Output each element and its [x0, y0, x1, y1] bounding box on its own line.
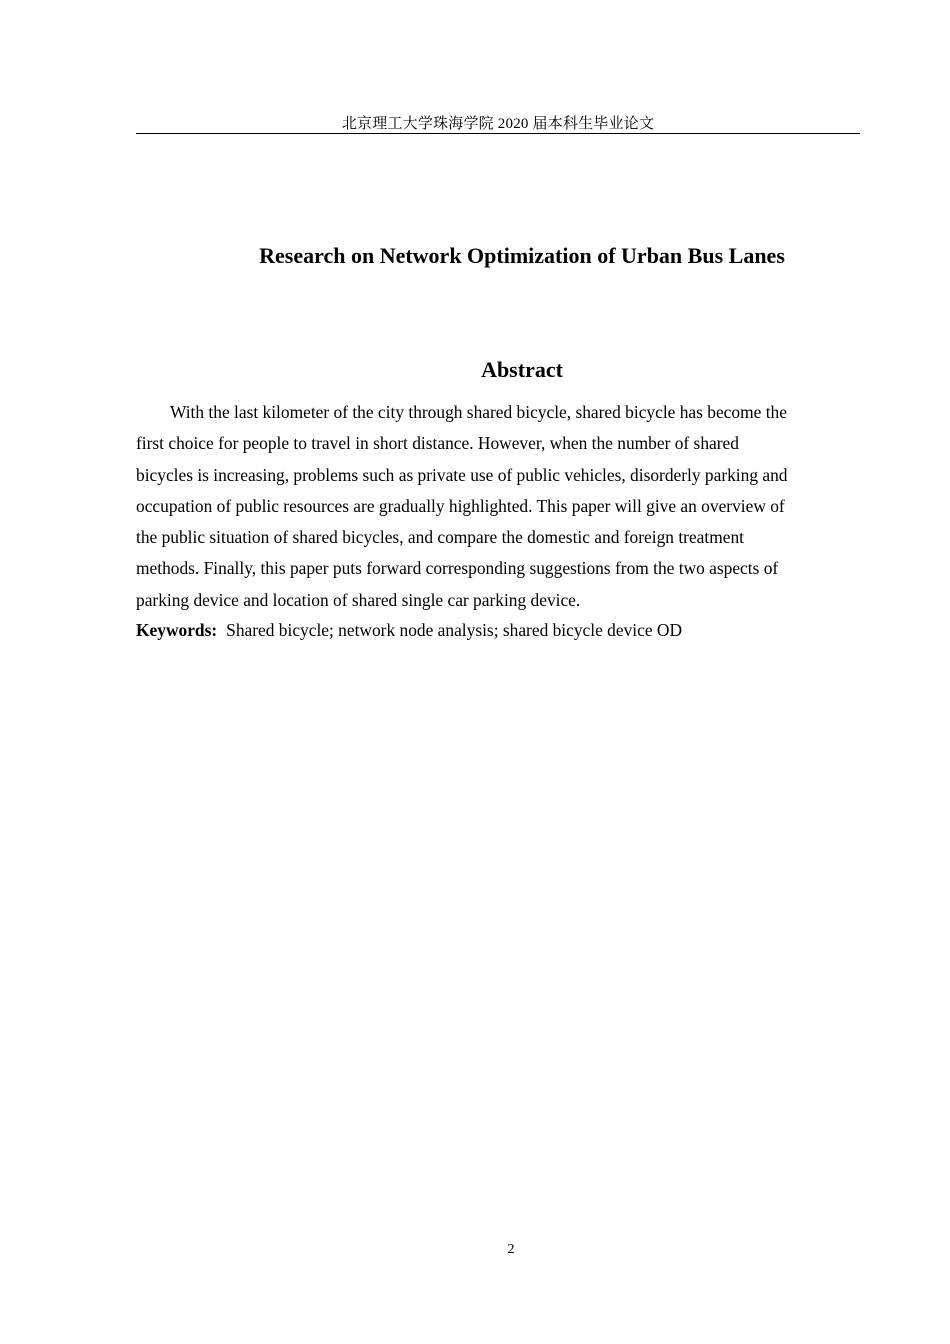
abstract-line: first choice for people to travel in short distance. However, when the number of shared: [136, 433, 739, 454]
paper-title: Research on Network Optimization of Urban Bus Lanes: [259, 243, 785, 268]
keywords-line: [136, 615, 860, 646]
running-header: 北京理工大学珠海学院 2020 届本科生毕业论文: [341, 116, 655, 132]
abstract-line: bicycles is increasing, problems such as private use of public vehicles, disorderly parking and: [136, 464, 788, 485]
abstract-heading: Abstract: [481, 357, 563, 382]
header-rule: [136, 133, 860, 134]
abstract-line: the public situation of shared bicycles, and compare the domestic and foreign treatment: [136, 527, 744, 548]
keywords-label: Keywords:: [136, 620, 218, 640]
keywords-value: Shared bicycle; network node analysis; shared bicycle device OD: [226, 620, 683, 640]
abstract-line: methods. Finally, this paper puts forward corresponding suggestions from the two aspects of: [136, 558, 779, 579]
abstract-line: With the last kilometer of the city through shared bicycle, shared bicycle has become the: [170, 402, 787, 422]
abstract-line: parking device and location of shared single car parking device.: [136, 589, 581, 610]
abstract-line: occupation of public resources are gradually highlighted. This paper will give an overview of: [136, 495, 785, 516]
abstract-body: [136, 397, 860, 616]
page-number: 2: [507, 1242, 515, 1257]
